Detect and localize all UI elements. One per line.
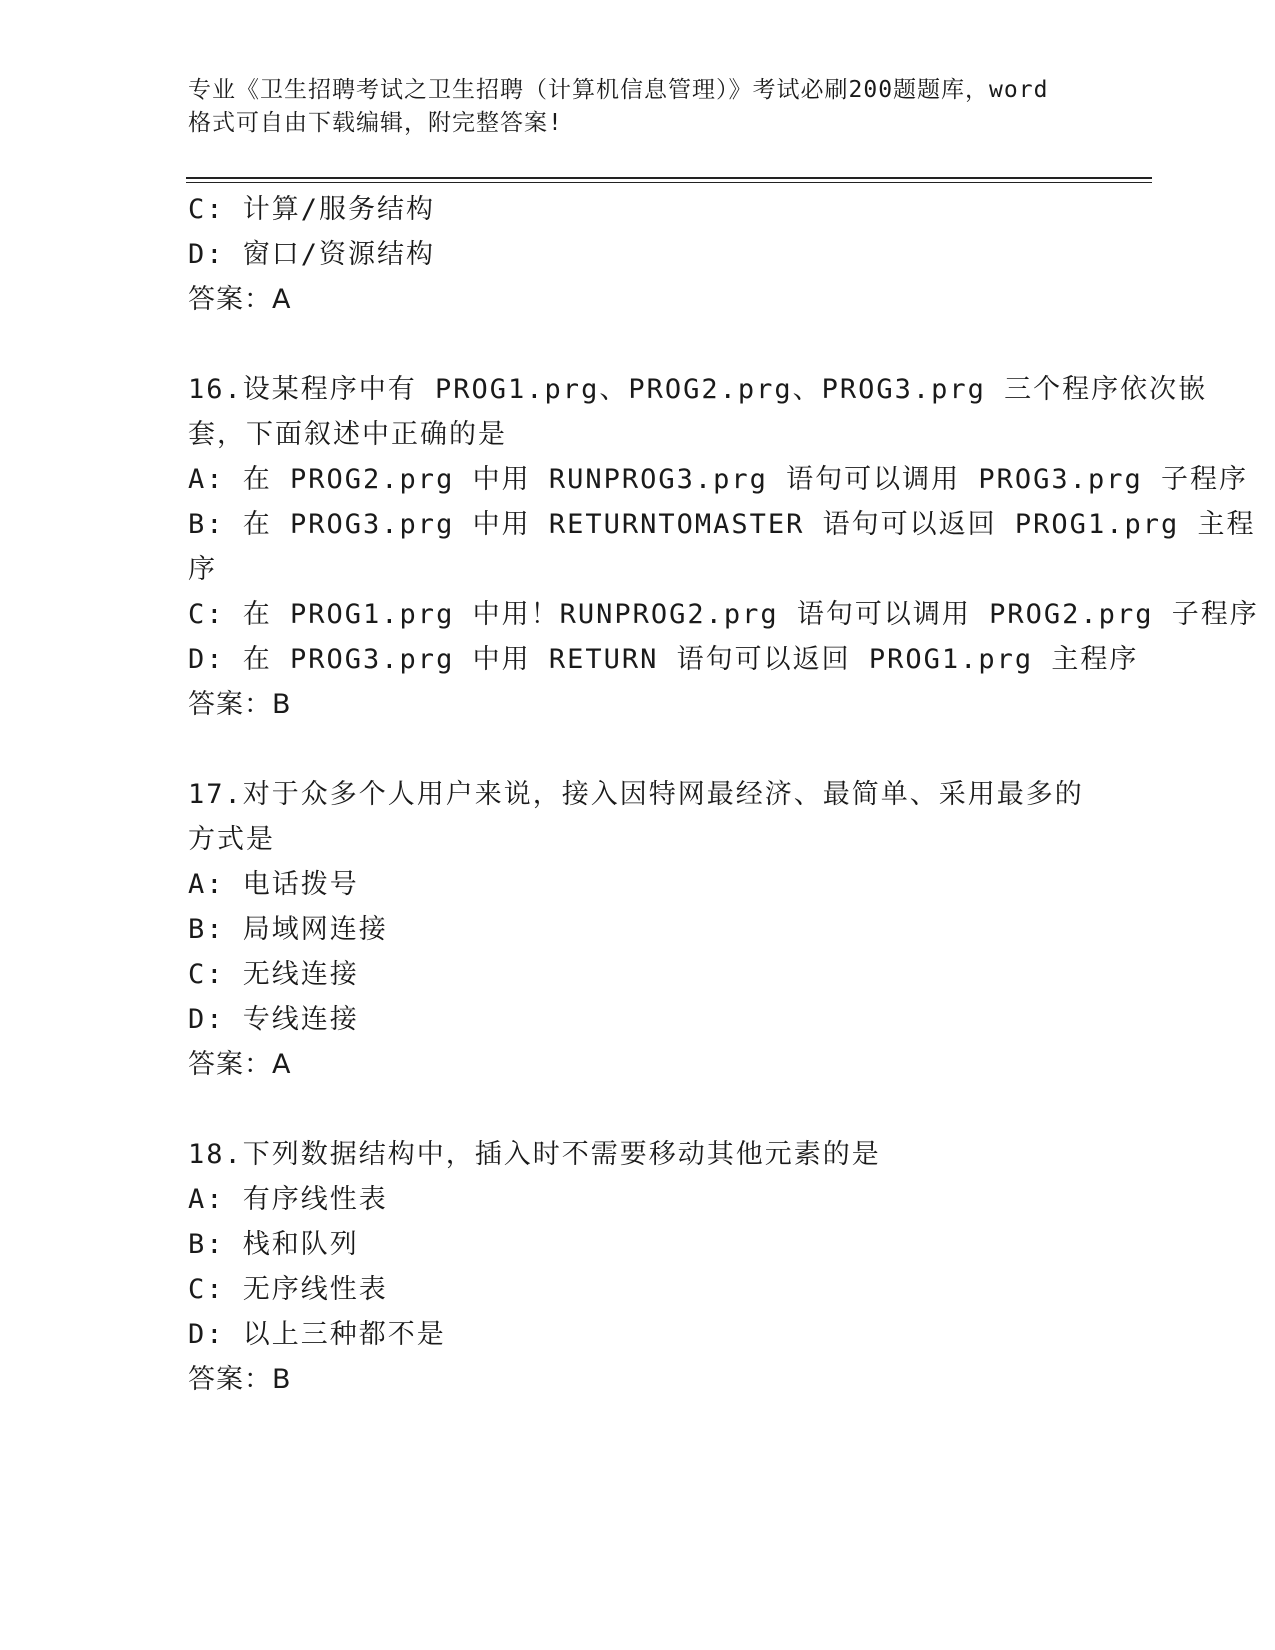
- header-rule-thin: [186, 182, 1152, 183]
- q16-option-b-line-1: B: 在 PROG3.prg 中用 RETURNTOMASTER 语句可以返回 PROG1.prg 主程: [188, 509, 1256, 540]
- document-header: [188, 74, 1088, 140]
- q17-option-a: A: 电话拨号: [188, 869, 359, 900]
- q18-option-c: C: 无序线性表: [188, 1274, 388, 1305]
- q17-option-c: C: 无线连接: [188, 959, 359, 990]
- q15-option-c: C: 计算/服务结构: [188, 194, 436, 225]
- q16-option-b-line-2: 序: [188, 554, 217, 585]
- header-line-2: 格式可自由下载编辑，附完整答案!: [188, 110, 563, 136]
- q18-option-b: B: 栈和队列: [188, 1229, 359, 1260]
- q17-option-d: D: 专线连接: [188, 1004, 359, 1035]
- q17-stem-line-1: 17.对于众多个人用户来说，接入因特网最经济、最简单、采用最多的: [188, 779, 1084, 810]
- q18-answer: 答案：B: [188, 1364, 292, 1395]
- q17-answer: 答案：A: [188, 1049, 292, 1080]
- q16-option-c: C: 在 PROG1.prg 中用！RUNPROG2.prg 语句可以调用 PROG2.prg 子程序: [188, 599, 1259, 630]
- q16-option-d: D: 在 PROG3.prg 中用 RETURN 语句可以返回 PROG1.prg 主程序: [188, 644, 1139, 675]
- header-rule-thick: [186, 177, 1152, 179]
- header-line-1: 专业《卫生招聘考试之卫生招聘（计算机信息管理）》考试必刷200题题库，word: [188, 77, 1049, 103]
- q18-option-a: A: 有序线性表: [188, 1184, 388, 1215]
- q15-answer: 答案：A: [188, 284, 292, 315]
- q16-answer: 答案：B: [188, 689, 292, 720]
- q18-option-d: D: 以上三种都不是: [188, 1319, 446, 1350]
- q15-option-d: D: 窗口/资源结构: [188, 239, 436, 270]
- q18-stem-line-1: 18.下列数据结构中，插入时不需要移动其他元素的是: [188, 1139, 881, 1170]
- q16-option-a: A: 在 PROG2.prg 中用 RUNPROG3.prg 语句可以调用 PROG3.prg 子程序: [188, 464, 1248, 495]
- q16-stem-line-2: 套，下面叙述中正确的是: [188, 419, 507, 450]
- q16-stem-line-1: 16.设某程序中有 PROG1.prg、PROG2.prg、PROG3.prg 三个程序依次嵌: [188, 374, 1208, 405]
- q17-option-b: B: 局域网连接: [188, 914, 388, 945]
- q17-stem-line-2: 方式是: [188, 824, 275, 855]
